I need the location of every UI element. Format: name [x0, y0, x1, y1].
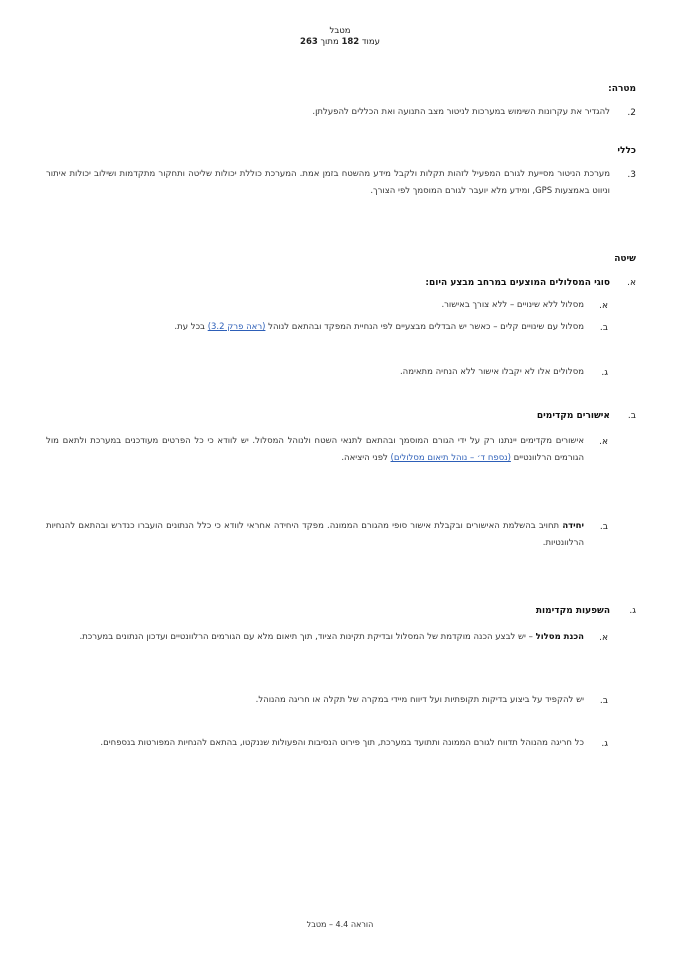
item-a2-paragraph: [46, 319, 584, 336]
item-a1-number: א.: [599, 301, 608, 311]
item-a2-link[interactable]: (ראה פרק 3.2): [207, 322, 266, 332]
page-total: 263: [300, 37, 318, 47]
para-2-number: 2.: [627, 108, 636, 118]
section-purpose-title: מטרה:: [608, 84, 636, 94]
item-a2-text: מסלול עם שינויים קלים – כאשר יש הבדלים מבצעיים לפי הנחיית המפקד ובהתאם לנוהל: [268, 322, 584, 332]
item-b1-number: א.: [599, 437, 608, 447]
item-b1-tail: לפני היציאה.: [341, 453, 388, 463]
item-c1-number: א.: [599, 633, 608, 643]
para-3-text: מערכת הניטור מסייעת לגורם המפעיל לזהות תקלות ולקבל מידע מהשטח בזמן אמת. המערכת כוללת יכולות שליטה ותחקור מתקדמות ושילוב יכולות איתור וניווט באמצעות GPS, ומידע מלא יועבר לגורם המוסמך לפי הצורך.: [46, 169, 610, 196]
item-a-title: סוגי המסלולים המוצעים במרחב מבצע היום:: [425, 278, 610, 288]
item-a-number: א.: [627, 278, 636, 288]
item-a2-number: ב.: [599, 323, 608, 333]
section-method-title: שיטה: [614, 254, 636, 264]
item-c1-bold: הכנת מסלול: [535, 632, 584, 642]
item-b-title: אישורים מקדימים: [536, 411, 610, 421]
item-a3-text: מסלולים אלו לא יקבלו אישור ללא הנחיה מתאימה.: [399, 367, 584, 377]
item-b2-number: ב.: [599, 522, 608, 532]
page-number-line: [0, 37, 680, 48]
para-3-number: 3.: [627, 170, 636, 180]
item-b1-text: אישורים מקדימים יינתנו רק על ידי הגורם המוסמך ובהתאם לתנאי השטח ולנוהל המסלול. יש לוודא כי כל הפרטים מעודכנים במערכת ולתאם מול הגורמים הרלוונטיים: [46, 436, 584, 463]
item-b2-text: תחויב בהשלמת האישורים ובקבלת אישור סופי מהגורם הממונה. מפקד היחידה אחראי לוודא כי כלל הנתונים הועברו כנדרש ובהתאם להנחיות הרלוונטיות.: [46, 521, 584, 548]
para-2-text: להגדיר את עקרונות השימוש במערכות לניטור מצב התנועה ואת הכללים להפעלתן.: [312, 107, 610, 117]
page-word: עמוד: [361, 37, 380, 47]
page-header: [0, 26, 680, 48]
page-number: 182: [341, 37, 360, 47]
item-b-number: ב.: [627, 411, 636, 421]
item-a2-tail: בכל עת.: [174, 322, 205, 332]
item-c2-text: יש להקפיד על ביצוע בדיקות תקופתיות ועל דיווח מיידי במקרה של תקלה או חריגה מהנוהל.: [255, 695, 584, 705]
item-c-number: ג.: [629, 606, 636, 616]
item-b1-paragraph: [46, 433, 584, 467]
item-c2-number: ב.: [599, 696, 608, 706]
item-b2-paragraph: [46, 518, 584, 552]
item-b2-bold: יחידה: [562, 521, 584, 531]
page-footer: הוראה 4.4 – מטבל: [306, 920, 374, 929]
item-c1-text: – יש לבצע הכנה מוקדמת של המסלול ובדיקת תקינות הציוד, תוך תיאום מלא עם הגורמים הרלוונטיים ועדכון הנתונים במערכת.: [79, 632, 533, 642]
item-c3-number: ג.: [601, 739, 608, 749]
item-c3-text: כל חריגה מהנוהל תדווח לגורם הממונה ותתועד במערכת, תוך פירוט הנסיבות והפעולות שננקטו, בהתאם להנחיות המפורטות בנספחים.: [100, 738, 584, 748]
of-word: מתוך: [320, 37, 339, 47]
item-a1-text: מסלול ללא שינויים – ללא צורך באישור.: [441, 300, 584, 310]
item-c-title: השפעות מקדימות: [535, 606, 610, 616]
item-c1-paragraph: [46, 629, 584, 646]
section-general-title: כללי: [617, 146, 636, 156]
item-b1-link[interactable]: (נספח ד׳ – נוהל תיאום מסלולים): [390, 453, 511, 463]
item-a3-number: ג.: [601, 368, 608, 378]
header-line1: מטבל: [329, 26, 351, 36]
